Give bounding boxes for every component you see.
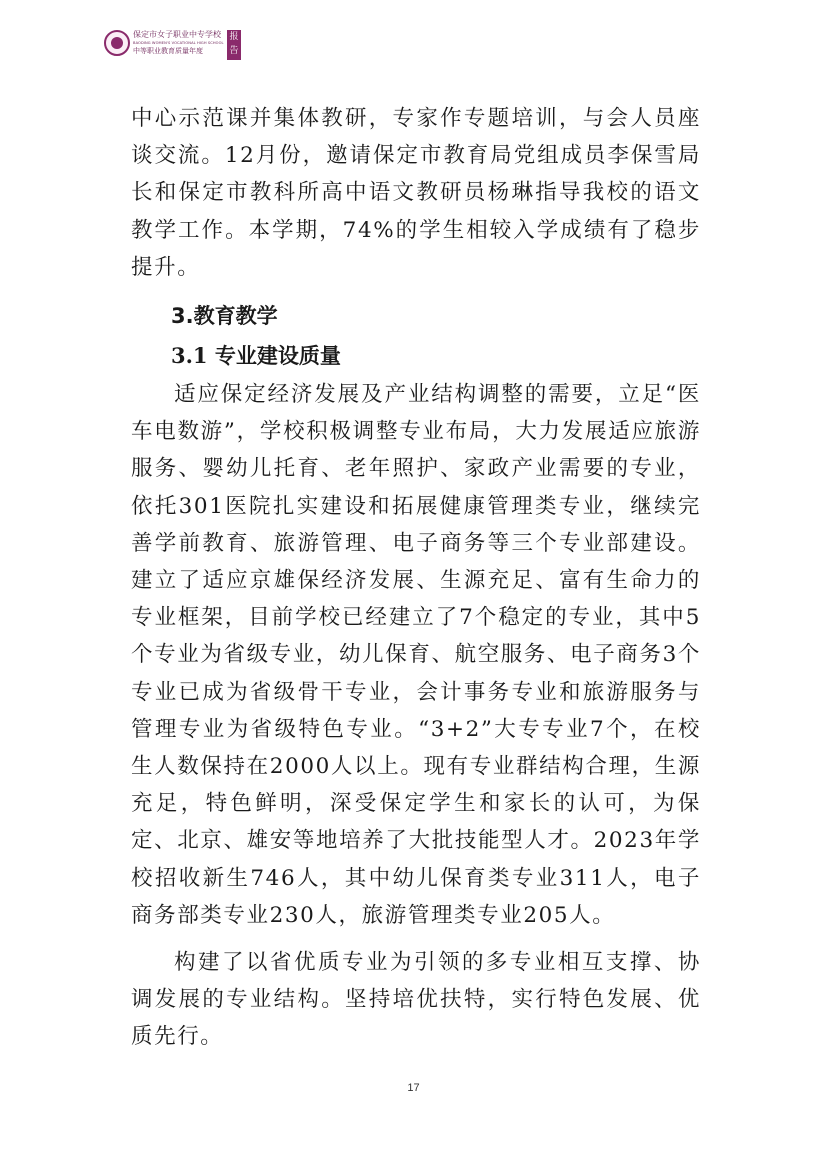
subsection-heading: 3.1 专业建设质量 [171,343,341,369]
header-text [133,30,225,56]
section-heading: 3.教育教学 [171,304,278,329]
paragraph-2: 适应保定经济发展及产业结构调整的需要，立足“医车电数游”，学校积极调整专业布局，大力发展适应旅游服务、婴幼儿托育、老年照护、家政产业需要的专业，依托301医院扎实建设和拓展健康管理类专业，继续完善学前教育、旅游管理、电子商务等三个专业部建设。建立了适应京雄保经济发展、生源充足、富有生命力的专业框架，目前学校已经建立了7个稳定的专业，其中5个专业为省级专业，幼儿保育、航空服务、电子商务3个专业已成为省级骨干专业，会计事务专业和旅游服务与管理专业为省级特色专业。“3+2”大专专业7个，在校生人数保持在2000人以上。现有专业群结构合理，生源充足，特色鲜明，深受保定学生和家长的认可，为保定、北京、雄安等地培养了大批技能型人才。2023年学校招收新生746人，其中幼儿保育类专业311人，电子商务部类专业230人，旅游管理类专业205人。 [131,382,701,928]
report-badge: 报告 [227,30,241,60]
school-name-en: BAODING WOMEN'S VOCATIONAL HIGH SCHOOL [133,41,224,45]
report-header [104,28,244,62]
school-logo-icon [104,30,130,56]
paragraph-1: 中心示范课并集体教研，专家作专题培训，与会人员座谈交流。12月份，邀请保定市教育局党组成员李保雪局长和保定市教科所高中语文教研员杨琳指导我校的语文教学工作。本学期，74%的学生相较入学成绩有了稳步提升。 [131,106,701,280]
paragraph-3: 构建了以省优质专业为引领的多专业相互支撑、协调发展的专业结构。坚持培优扶特，实行特色发展、优质先行。 [131,950,701,1050]
page-number: 17 [407,1082,420,1094]
report-title: 中等职业教育质量年度 [133,47,203,55]
school-name: 保定市女子职业中专学校 [133,30,221,39]
page-body [131,100,701,1056]
